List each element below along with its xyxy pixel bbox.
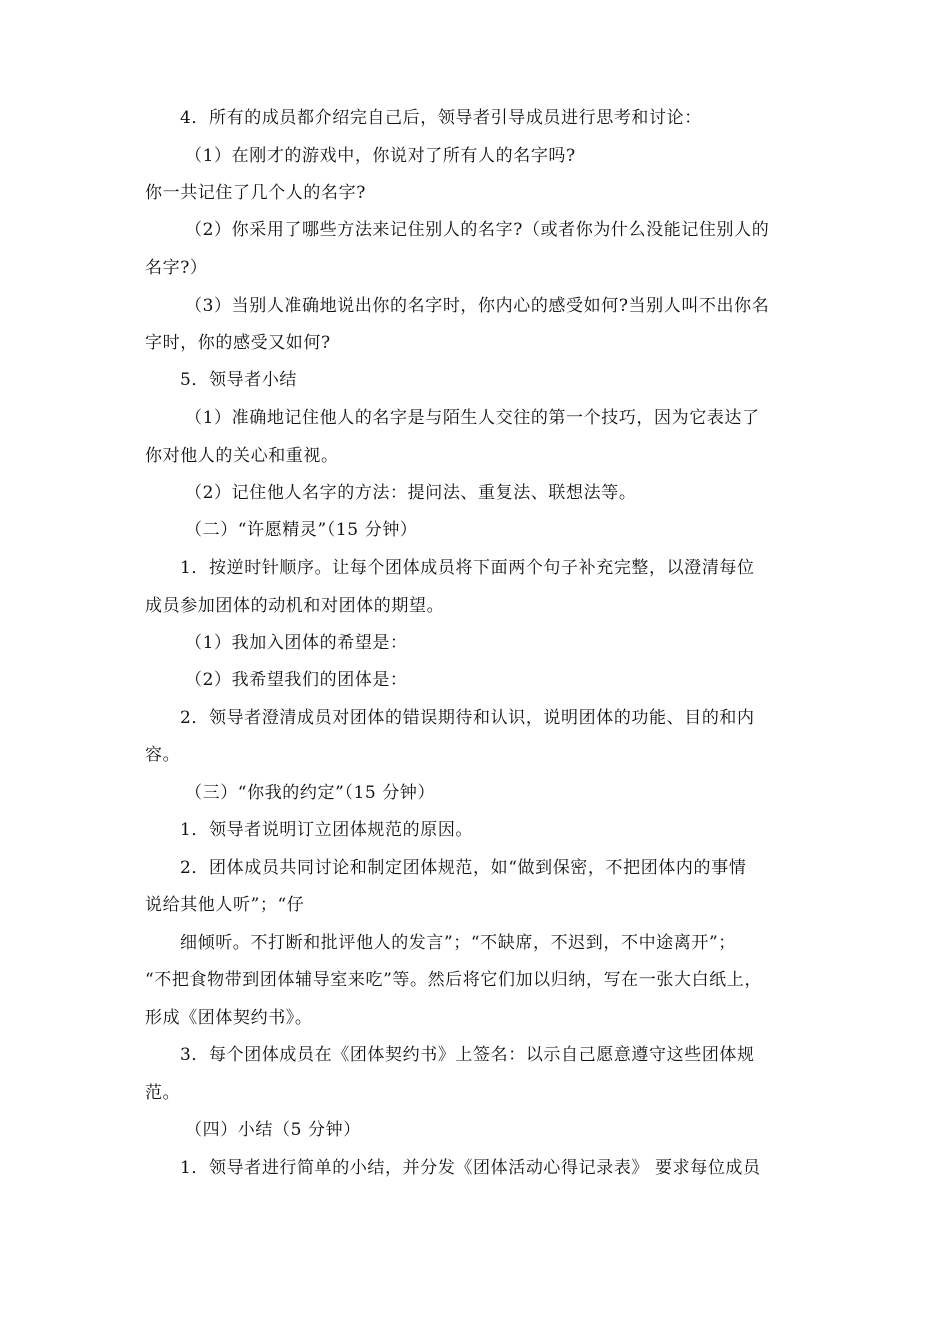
paragraph-line: 你一共记住了几个人的名字? <box>145 183 366 203</box>
paragraph-line: 细倾听。不打断和批评他人的发言”；“不缺席，不迟到，不中途离开”； <box>180 933 736 953</box>
paragraph-line: 1．领导者进行简单的小结，并分发《团体活动心得记录表》 要求每位成员 <box>180 1158 761 1178</box>
paragraph-line: 字时，你的感受又如何? <box>145 333 331 353</box>
paragraph-line: 说给其他人听”；“仔 <box>145 895 305 915</box>
paragraph-line: （3）当别人准确地说出你的名字时，你内心的感受如何?当别人叫不出你名 <box>185 296 770 316</box>
paragraph-line: （2）我希望我们的团体是： <box>185 670 408 690</box>
paragraph-line: （1）我加入团体的希望是： <box>185 633 408 653</box>
paragraph-line: “不把食物带到团体辅导室来吃”等。然后将它们加以归纳，写在一张大白纸上， <box>145 970 762 990</box>
section-heading: （二）“许愿精灵”（15 分钟） <box>185 520 418 540</box>
paragraph-line: 3．每个团体成员在《团体契约书》上签名：以示自己愿意遵守这些团体规 <box>180 1045 755 1065</box>
paragraph-line: 名字?） <box>145 258 208 278</box>
paragraph-line: 容。 <box>145 745 181 765</box>
paragraph-line: 1．领导者说明订立团体规范的原因。 <box>180 820 474 840</box>
paragraph-line: 5．领导者小结 <box>180 370 298 390</box>
paragraph-line: （2）记住他人名字的方法：提问法、重复法、联想法等。 <box>185 483 637 503</box>
section-heading: （三）“你我的约定”（15 分钟） <box>185 783 436 803</box>
paragraph-line: 2．领导者澄清成员对团体的错误期待和认识，说明团体的功能、目的和内 <box>180 708 755 728</box>
paragraph-line: 你对他人的关心和重视。 <box>145 446 339 466</box>
paragraph-line: 2．团体成员共同讨论和制定团体规范，如“做到保密，不把团体内的事情 <box>180 858 747 878</box>
paragraph-line: 1．按逆时针顺序。让每个团体成员将下面两个句子补充完整，以澄清每位 <box>180 558 755 578</box>
paragraph-line: （1）在刚才的游戏中，你说对了所有人的名字吗? <box>185 146 576 166</box>
paragraph-line: （1）准确地记住他人的名字是与陌生人交往的第一个技巧，因为它表达了 <box>185 408 760 428</box>
section-heading: （四）小结（5 分钟） <box>185 1120 361 1140</box>
paragraph-line: 范。 <box>145 1083 181 1103</box>
paragraph-line: （2）你采用了哪些方法来记住别人的名字?（或者你为什么没能记住别人的 <box>185 220 770 240</box>
paragraph-line: 形成《团体契约书》。 <box>145 1008 313 1028</box>
paragraph-line: 成员参加团体的动机和对团体的期望。 <box>145 596 445 616</box>
paragraph-line: 4．所有的成员都介绍完自己后，领导者引导成员进行思考和讨论： <box>180 108 702 128</box>
